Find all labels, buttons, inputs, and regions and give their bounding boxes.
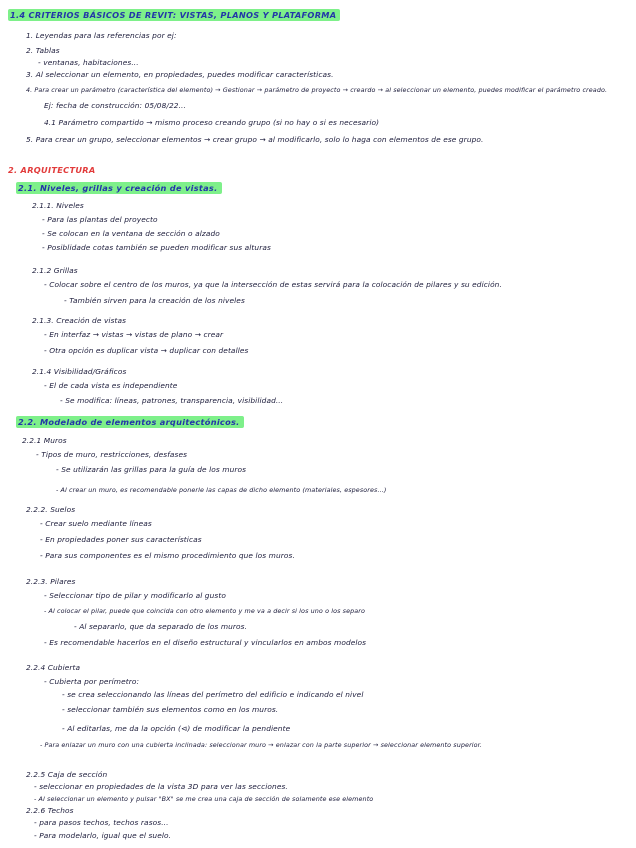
section-heading-1-4 (8, 11, 340, 20)
note-line: - Se colocan en la ventana de sección o alzado (42, 229, 220, 238)
note-line: Ej: fecha de construcción: 05/08/22... (44, 101, 186, 110)
note-line: - Otra opción es duplicar vista → duplicar con detalles (44, 346, 249, 355)
subheading: 2.1.2 Grillas (32, 266, 78, 275)
note-line: - Colocar sobre el centro de los muros, ya que la intersección de estas servirá para la colocación de pilares y su edición. (44, 280, 502, 289)
note-line: - se crea seleccionando las líneas del perímetro del edificio e indicando el nivel (62, 690, 364, 699)
note-line: 2. Tablas (26, 46, 60, 55)
note-line: - Al colocar el pilar, puede que coincida con otro elemento y me va a decir si los uno o los separo (44, 607, 366, 615)
note-line: - El de cada vista es independiente (44, 381, 178, 390)
note-line: - Para las plantas del proyecto (42, 215, 158, 224)
note-line: - seleccionar en propiedades de la vista 3D para ver las secciones. (34, 782, 288, 791)
subheading: 2.2.2. Suelos (26, 505, 76, 514)
section-heading-2-2 (16, 418, 244, 427)
note-line: - En propiedades poner sus características (40, 535, 202, 544)
note-line: - Crear suelo mediante líneas (40, 519, 152, 528)
subheading: 2.2.1 Muros (22, 436, 67, 445)
note-line: - Posiblidade cotas también se pueden modificar sus alturas (42, 243, 271, 252)
note-line: 1. Leyendas para las referencias por ej: (26, 31, 177, 40)
subheading: 2.1.4 Visibilidad/Gráficos (32, 367, 127, 376)
subheading: 2.2.4 Cubierta (26, 663, 81, 672)
subheading: 2.1.1. Niveles (32, 201, 84, 210)
note-line: - Para enlazar un muro con una cubierta inclinada: seleccionar muro → enlazar con la parte superior → seleccionar elemento superior. (40, 741, 482, 749)
note-line: - Seleccionar tipo de pilar y modificarlo al gusto (44, 591, 226, 600)
subheading: 2.2.6 Techos (26, 806, 74, 815)
note-line: - Para sus componentes es el mismo procedimiento que los muros. (40, 551, 295, 560)
section-heading-2-1 (16, 184, 222, 193)
note-line: - Al seleccionar un elemento y pulsar "BX" se me crea una caja de sección de solamente ese elemento (34, 795, 374, 803)
note-line: - Es recomendable hacerlos en el diseño estructural y vincularlos en ambos modelos (44, 638, 367, 647)
note-line: - Tipos de muro, restricciones, desfases (36, 450, 188, 459)
note-line: - Al crear un muro, es recomendable ponerle las capas de dicho elemento (materiales, espesores...) (56, 486, 387, 494)
section-heading-arquitectura: 2. ARQUITECTURA (8, 165, 96, 175)
highlight: 2.2. Modelado de elementos arquitectónicos. (16, 416, 244, 428)
subheading: 2.2.5 Caja de sección (26, 770, 108, 779)
note-line: - También sirven para la creación de los niveles (64, 296, 245, 305)
note-line: - Se modifica: líneas, patrones, transparencia, visibilidad... (60, 396, 284, 405)
subheading: 2.1.3. Creación de vistas (32, 316, 127, 325)
note-line: - Al separarlo, que da separado de los muros. (74, 622, 248, 631)
note-line: 4. Para crear un parámetro (característica del elemento) → Gestionar → parámetro de proyecto → creardo → al seleccionar un elemento, puedes modificar el parámetro creado. (26, 86, 608, 94)
highlight: 2.1. Niveles, grillas y creación de vistas. (16, 182, 222, 194)
subheading: 2.2.3. Pilares (26, 577, 76, 586)
note-line: - En interfaz → vistas → vistas de plano → crear (44, 330, 224, 339)
note-line: - Se utilizarán las grillas para la guía de los muros (56, 465, 247, 474)
note-line: - Al editarlas, me da la opción (⊲) de modificar la pendiente (62, 724, 291, 733)
note-line: - ventanas, habitaciones... (38, 58, 139, 67)
note-line: - Cubierta por perímetro: (44, 677, 140, 686)
note-line: 3. Al seleccionar un elemento, en propiedades, puedes modificar características. (26, 70, 334, 79)
note-line: - para pasos techos, techos rasos... (34, 818, 169, 827)
highlight: 1.4 CRITERIOS BÁSICOS DE REVIT: VISTAS, PLANOS Y PLATAFORMA (8, 9, 340, 21)
note-line: 5. Para crear un grupo, seleccionar elementos → crear grupo → al modificarlo, solo lo haga con elementos de ese grupo. (26, 135, 484, 144)
note-line: - Para modelarlo, igual que el suelo. (34, 831, 172, 840)
note-line: - seleccionar también sus elementos como en los muros. (62, 705, 279, 714)
note-line: 4.1 Parámetro compartido → mismo proceso creando grupo (si no hay o si es necesario) (44, 118, 380, 127)
